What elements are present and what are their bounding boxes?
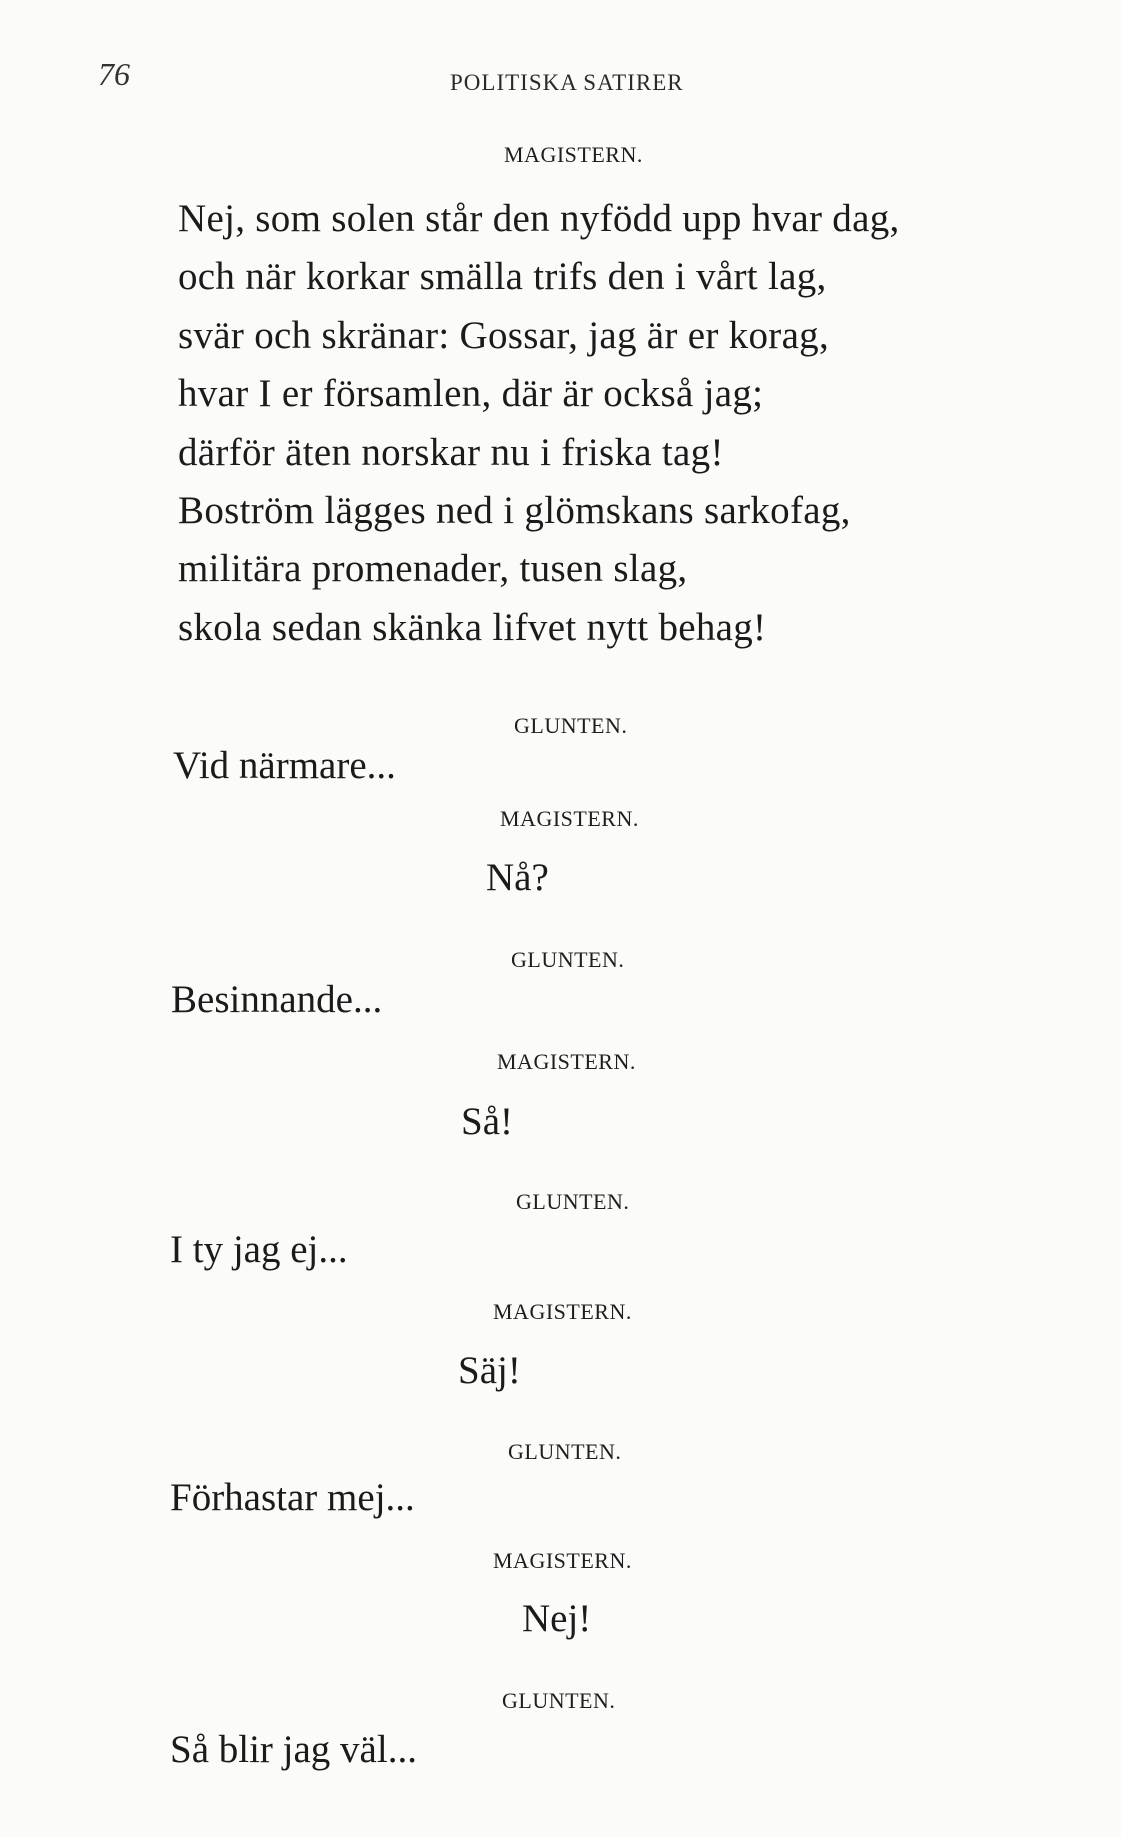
verse-line: Boström lägges ned i glömskans sarkofag, — [178, 489, 851, 533]
dialogue-line: Så blir jag väl... — [170, 1728, 417, 1771]
dialogue-line: Så! — [461, 1100, 513, 1143]
speaker-label: MAGISTERN. — [504, 142, 643, 167]
speaker-label: GLUNTEN. — [511, 947, 625, 972]
verse-line: svär och skränar: Gossar, jag är er korag, — [178, 313, 830, 357]
running-title: POLITISKA SATIRER — [450, 70, 684, 95]
speaker-label: GLUNTEN. — [514, 713, 628, 738]
verse-line: därför äten norskar nu i friska tag! — [178, 430, 724, 474]
verse-line: skola sedan skänka lifvet nytt behag! — [178, 605, 767, 649]
dialogue-line: I ty jag ej... — [170, 1228, 348, 1271]
verse-stanza — [178, 190, 900, 657]
speaker-label: GLUNTEN. — [502, 1688, 616, 1713]
speaker-label: MAGISTERN. — [493, 1548, 632, 1573]
verse-line: hvar I er församlen, där är också jag; — [178, 372, 764, 416]
dialogue-line: Säj! — [458, 1349, 521, 1392]
dialogue-line: Nå? — [486, 856, 549, 899]
dialogue-line: Nej! — [522, 1597, 592, 1640]
speaker-label: MAGISTERN. — [493, 1299, 632, 1324]
verse-line: militära promenader, tusen slag, — [178, 547, 688, 591]
page-number: 76 — [98, 56, 130, 92]
verse-line: Nej, som solen står den nyfödd upp hvar dag, — [178, 197, 900, 240]
dialogue-line: Besinnande... — [171, 978, 383, 1021]
speaker-label: MAGISTERN. — [500, 806, 639, 831]
dialogue-line: Vid närmare... — [173, 744, 396, 787]
verse-line: och när korkar smälla trifs den i vårt lag, — [178, 255, 827, 299]
dialogue-line: Förhastar mej... — [170, 1476, 415, 1519]
speaker-label: GLUNTEN. — [508, 1439, 622, 1464]
speaker-label: GLUNTEN. — [516, 1189, 630, 1214]
speaker-label: MAGISTERN. — [497, 1049, 636, 1074]
